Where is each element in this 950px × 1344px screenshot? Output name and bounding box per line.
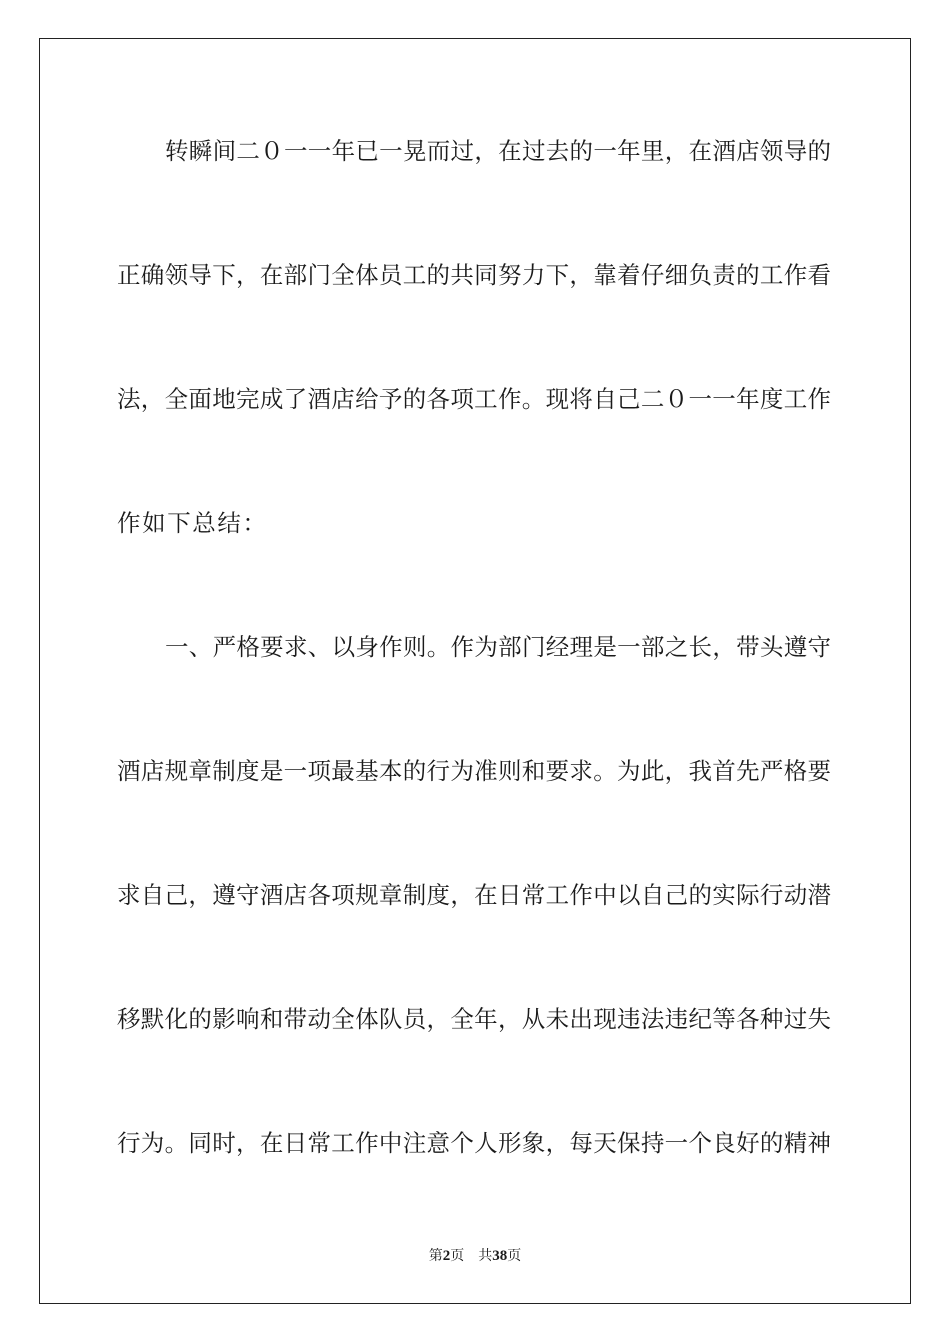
footer-page-suffix: 页 [450, 1248, 465, 1264]
footer-page-prefix: 第 [428, 1248, 443, 1264]
paragraph-2-line-3: 求自己，遵守酒店各项规章制度，在日常工作中以自己的实际行动潜 [117, 881, 831, 909]
paragraph-2-line-2: 酒店规章制度是一项最基本的行为准则和要求。为此，我首先严格要 [117, 757, 831, 785]
paragraph-1-line-2: 正确领导下，在部门全体员工的共同努力下，靠着仔细负责的工作看 [117, 261, 831, 289]
page-border [39, 38, 911, 1304]
paragraph-2-line-4: 移默化的影响和带动全体队员，全年，从未出现违法违纪等各种过失 [117, 1005, 831, 1033]
paragraph-1-line-3: 法，全面地完成了酒店给予的各项工作。现将自己二０一一年度工作 [117, 385, 831, 413]
paragraph-1-line-4: 作如下总结： [117, 509, 268, 537]
footer-page-number: 2 [442, 1248, 451, 1264]
paragraph-2-line-1: 一、严格要求、以身作则。作为部门经理是一部之长，带头遵守 [165, 633, 831, 661]
footer-total-pages: 38 [492, 1248, 508, 1264]
footer-total-suffix: 页 [507, 1248, 522, 1264]
page-footer [0, 1246, 950, 1266]
paragraph-2-line-5: 行为。同时，在日常工作中注意个人形象，每天保持一个良好的精神 [117, 1129, 831, 1157]
footer-total-prefix: 共 [478, 1248, 493, 1264]
paragraph-1-line-1: 转瞬间二０一一年已一晃而过，在过去的一年里，在酒店领导的 [165, 137, 831, 165]
